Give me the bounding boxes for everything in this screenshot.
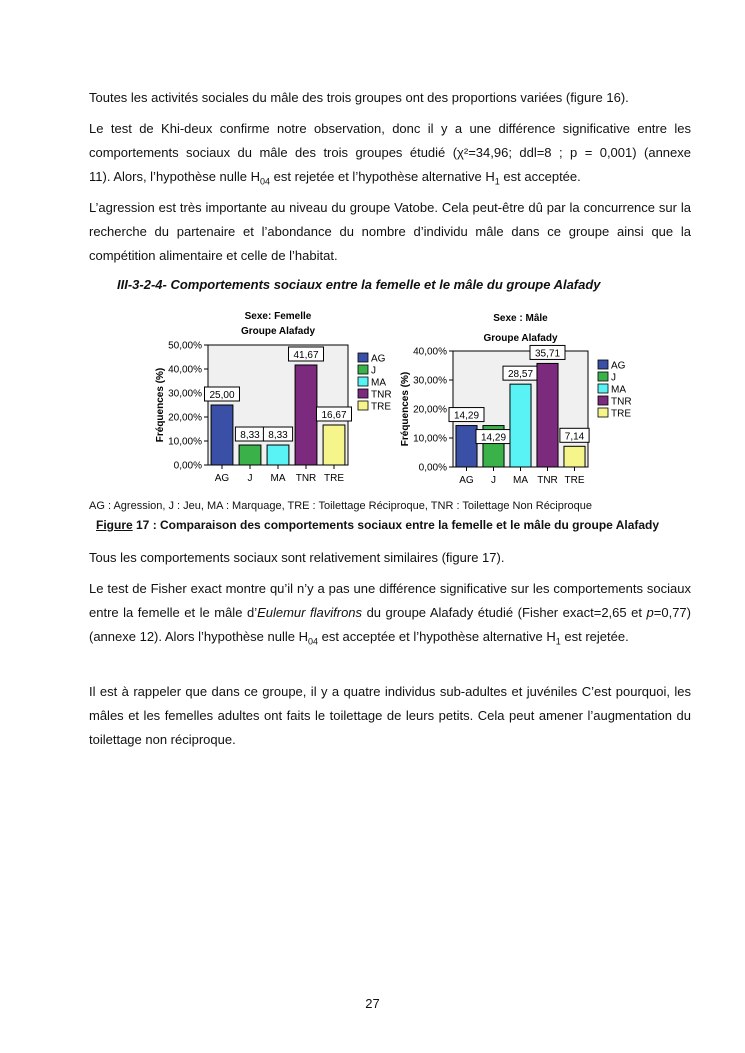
- paragraph-5: Le test de Fisher exact montre qu’il n’y a pas une différence significative sur les comportements sociaux entre la femelle et le mâle d’Eulemur flavifrons du groupe Alafady étudié (Fisher exact=2,65 et p=0,77) (annexe 12). Alors l’hypothèse nulle $H_{04}$ est acceptée et l’hypothèse alternative $H_1$ est rejetée.: [89, 581, 691, 647]
- paragraph-1: Toutes les activités sociales du mâle des trois groupes ont des proportions variées (figure 16).: [89, 90, 629, 105]
- page-number: 27: [365, 996, 380, 1011]
- legend-swatch-j: [598, 372, 608, 381]
- data-label: 28,57: [507, 369, 534, 381]
- legend-label: MA: [611, 384, 626, 396]
- bar-tnr: [295, 365, 317, 465]
- bar-tre: [323, 425, 345, 465]
- y-tick-label: 0,00%: [418, 462, 447, 474]
- bar-ma: [510, 384, 531, 467]
- data-label: 16,67: [321, 409, 347, 421]
- y-tick-label: 10,00%: [168, 436, 202, 448]
- bar-j: [239, 445, 261, 465]
- y-axis-label: Fréquences (%): [155, 367, 166, 443]
- bar-tre: [564, 446, 585, 467]
- x-tick-label: AG: [459, 475, 474, 486]
- y-tick-label: 50,00%: [168, 340, 202, 352]
- data-label: 8,33: [268, 430, 288, 442]
- chart-subtitle: Groupe Alafady: [240, 326, 316, 337]
- y-tick-label: 40,00%: [413, 346, 447, 358]
- y-tick-label: 10,00%: [413, 433, 447, 445]
- figure-caption: Figure 17 : Comparaison des comportements sociaux entre la femelle et le mâle du groupe Alafady: [96, 518, 660, 532]
- data-label: 14,29: [480, 432, 507, 444]
- legend-swatch-j: [358, 365, 368, 374]
- legend-label: J: [371, 365, 376, 377]
- paragraph-2: Le test de Khi-deux confirme notre observation, donc il y a une différence significative entre les comportements sociaux du mâle des trois groupes étudié (χ²=34,96; ddl=8 ; p = 0,001) (annexe 11). Alors, l’hypothèse nulle $H_{04}$ est rejetée et l’hypothèse alternative $H_1$ est acceptée.: [89, 121, 691, 187]
- x-tick-label: TNR: [537, 475, 558, 486]
- x-tick-label: MA: [270, 473, 286, 484]
- legend-swatch-tre: [358, 401, 368, 410]
- paragraph-6: Il est à rappeler que dans ce groupe, il y a quatre individus sub-adultes et juvéniles C’est pourquoi, les mâles et les femelles adultes ont faits le toilettage de leurs petits. Cela peut amener l’augmentation du toilettage non réciproque.: [89, 684, 691, 747]
- section-heading: III-3-2-4- Comportements sociaux entre la femelle et le mâle du groupe Alafady: [117, 277, 601, 292]
- chart-title: Sexe: Femelle: [244, 311, 312, 322]
- legend-swatch-ag: [598, 360, 608, 369]
- data-label: 7,14: [564, 431, 585, 443]
- legend-swatch-tnr: [598, 396, 608, 405]
- x-tick-label: J: [491, 475, 496, 486]
- paragraph-3: L’agression est très importante au niveau du groupe Vatobe. Cela peut-être dû par la concurrence sur la recherche du partenaire et l’abondance du nombre d’individu mâle dans ce groupe ainsi que la compétition alimentaire et celle de l’habitat.: [89, 200, 691, 263]
- legend-label: TNR: [611, 396, 632, 408]
- legend-label: AG: [371, 353, 386, 365]
- legend-label: AG: [611, 360, 626, 372]
- y-tick-label: 20,00%: [168, 412, 202, 424]
- legend-swatch-tnr: [358, 389, 368, 398]
- legend-label: J: [611, 372, 616, 384]
- y-tick-label: 30,00%: [413, 375, 447, 387]
- chart-femelle: [150, 305, 395, 490]
- y-tick-label: 40,00%: [168, 364, 202, 376]
- x-tick-label: TRE: [324, 473, 344, 484]
- legend-label: TRE: [371, 401, 391, 413]
- chart-male: [395, 305, 640, 490]
- y-tick-label: 20,00%: [413, 404, 447, 416]
- chart-subtitle: Groupe Alafady: [483, 333, 558, 344]
- x-tick-label: MA: [513, 475, 528, 486]
- legend-label: TNR: [371, 389, 392, 401]
- bar-ag: [456, 426, 477, 467]
- data-label: 8,33: [240, 430, 260, 442]
- bar-tnr: [537, 363, 558, 467]
- legend-swatch-ma: [358, 377, 368, 386]
- y-tick-label: 0,00%: [173, 460, 202, 472]
- legend-label: TRE: [611, 408, 631, 420]
- data-label: 14,29: [453, 410, 480, 422]
- paragraph-4: Tous les comportements sociaux sont relativement similaires (figure 17).: [89, 550, 505, 565]
- y-tick-label: 30,00%: [168, 388, 202, 400]
- chart-title: Sexe : Mâle: [493, 313, 548, 324]
- legend-swatch-tre: [598, 408, 608, 417]
- legend-swatch-ma: [598, 384, 608, 393]
- data-label: 41,67: [293, 349, 319, 361]
- abbreviation-legend: AG : Agression, J : Jeu, MA : Marquage, TRE : Toilettage Réciproque, TNR : Toilettage Non Réciproque: [89, 500, 593, 512]
- y-axis-label: Fréquences (%): [400, 371, 411, 447]
- data-label: 25,00: [209, 390, 235, 401]
- x-tick-label: J: [247, 473, 253, 484]
- legend-label: MA: [371, 377, 386, 389]
- bar-ag: [211, 405, 233, 465]
- x-tick-label: TNR: [295, 473, 317, 484]
- data-label: 35,71: [534, 348, 561, 360]
- x-tick-label: AG: [214, 473, 230, 484]
- bar-ma: [267, 445, 289, 465]
- legend-swatch-ag: [358, 353, 368, 362]
- x-tick-label: TRE: [564, 475, 585, 486]
